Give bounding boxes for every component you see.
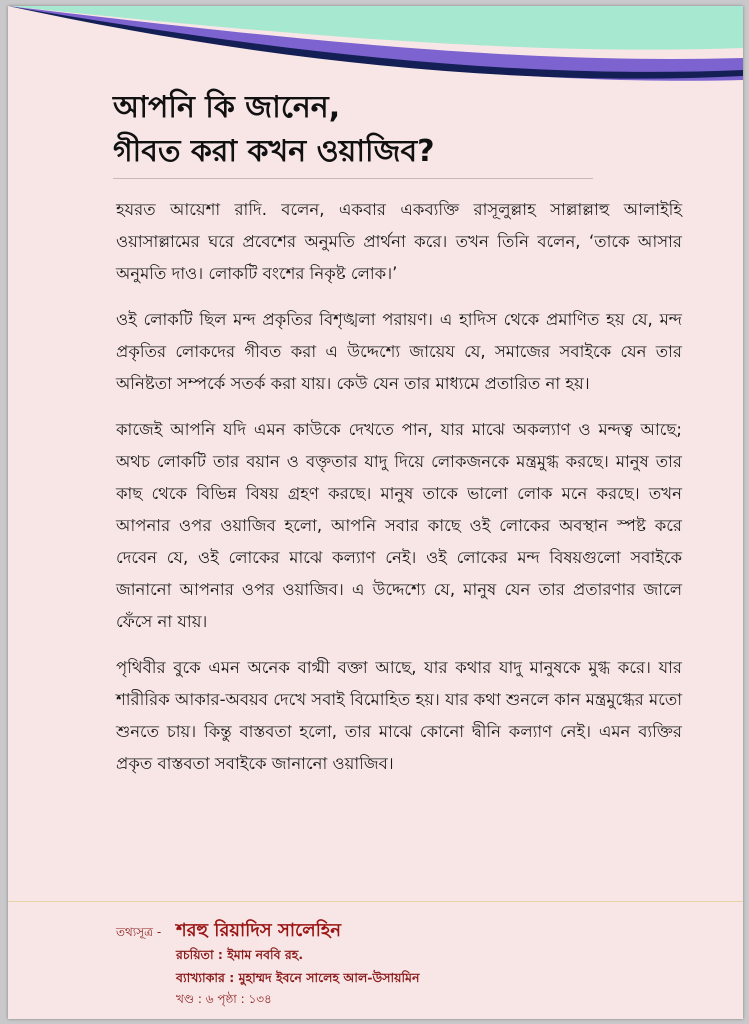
source-commentator: ব্যাখ্যাকার : মুহাম্মদ ইবনে সালেহ আল-উসায়মিন	[176, 970, 420, 985]
source-author: রচয়িতা : ইমাম নববি রহ.	[176, 947, 304, 962]
source-book-title: শরহু রিয়াদিস সালেহিন	[176, 920, 342, 941]
page-title-line-1: আপনি কি জানেন,	[113, 90, 341, 125]
title-divider	[113, 178, 593, 179]
paragraph-4: পৃথিবীর বুকে এমন অনেক বাগ্মী বক্তা আছে, যার কথার যাদু মানুষকে মুগ্ধ করে। যার শারীরিক আকার-অবয়ব দেখে সবাই বিমোহিত হয়। যার কথা শুনলে কান মন্ত্রমুগ্ধের মতো শুনতে চায়। কিন্তু বাস্তবতা হলো, তার মাঝে কোনো দ্বীনি কল্যাণ নেই। এমন ব্যক্তির প্রকৃত বাস্তবতা সবাইকে জানানো ওয়াজিব।	[116, 658, 682, 773]
source-volume-page: খণ্ড : ৬ পৃষ্ঠা : ১৩৪	[176, 992, 272, 1006]
poster-page	[8, 6, 743, 1019]
paragraph-3: কাজেই আপনি যদি এমন কাউকে দেখতে পান, যার মাঝে অকল্যাণ ও মন্দত্ব আছে; অথচ লোকটি তার বয়ান ও বক্তৃতার যাদু দিয়ে লোকজনকে মন্ত্রমুগ্ধ করছে। মানুষ তার কাছ থেকে বিভিন্ন বিষয় গ্রহণ করছে। মানুষ তাকে ভালো লোক মনে করছে। তখন আপনার ওপর ওয়াজিব হলো, আপনি সবার কাছে ওই লোকের অবস্থান স্পষ্ট করে দেবেন যে, ওই লোকের মাঝে কল্যাণ নেই। ওই লোকের মন্দ বিষয়গুলো সবাইকে জানানো আপনার ওপর ওয়াজিব। এ উদ্দেশ্যে যে, মানুষ যেন তার প্রতারণার জালে ফেঁসে না যায়।	[116, 420, 682, 631]
paragraph-2: ওই লোকটি ছিল মন্দ প্রকৃতির বিশৃঙ্খলা পরায়ণ। এ হাদিস থেকে প্রমাণিত হয় যে, মন্দ প্রকৃতির লোকদের গীবত করা এ উদ্দেশ্যে জায়েয যে, সমাজের সবাইকে যেন তার অনিষ্টতা সম্পর্কে সতর্ক করা যায়। কেউ যেন তার মাধ্যমে প্রতারিত না হয়।	[116, 310, 682, 393]
page-title-line-2: গীবত করা কখন ওয়াজিব?	[113, 134, 435, 169]
paragraph-1: হযরত আয়েশা রাদি. বলেন, একবার একব্যক্তি রাসূলুল্লাহ সাল্লাল্লাহু আলাইহি ওয়াসাল্লামের ঘরে প্রবেশের অনুমতি প্রার্থনা করে। তখন তিনি বলেন, ‘তাকে আসার অনুমতি দাও। লোকটি বংশের নিকৃষ্ট লোক।’	[116, 200, 682, 283]
article-body	[116, 194, 682, 794]
source-divider	[8, 901, 743, 902]
source-label: তথ্যসূত্র -	[116, 925, 162, 939]
